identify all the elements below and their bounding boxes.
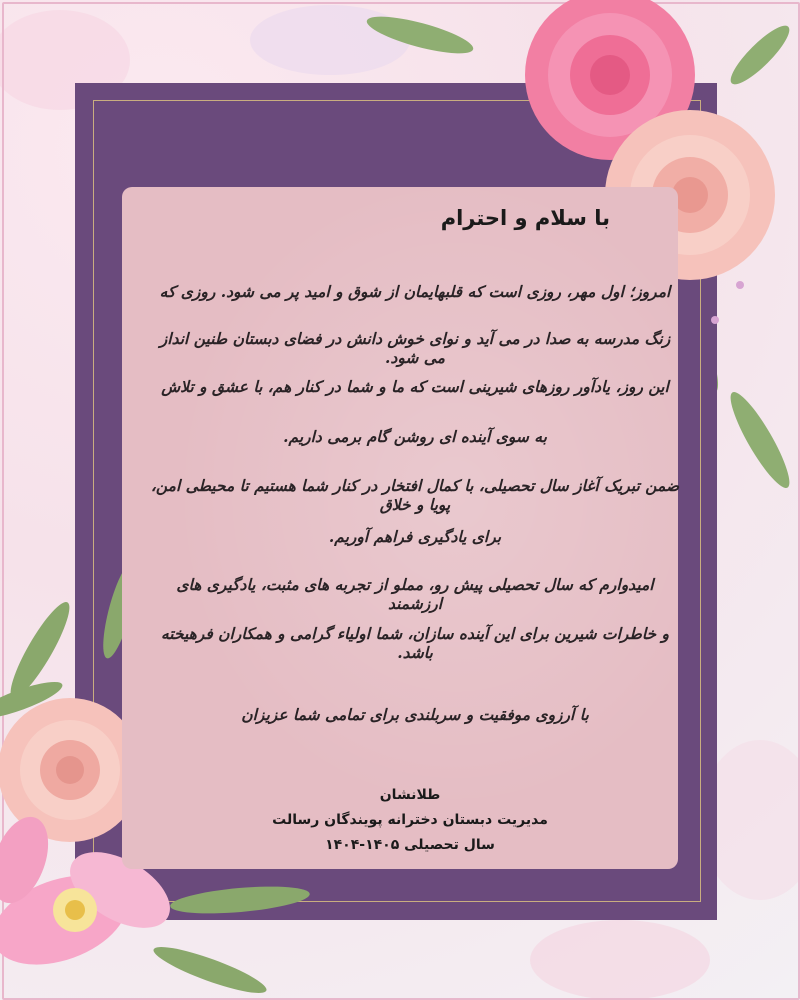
- message-line-2: زنگ مدرسه به صدا در می آید و نوای خوش دانش در فضای دبستان طنین انداز می شود.: [159, 329, 671, 367]
- message-line-6: برای یادگیری فراهم آوریم.: [328, 527, 502, 546]
- message-line-1: امروز؛ اول مهر، روزی است که قلبهایمان از شوق و امید پر می شود. روزی که: [159, 282, 671, 301]
- message-line-7: امیدوارم که سال تحصیلی پیش رو، مملو از تجربه های مثبت، یادگیری های ارزشمند: [176, 575, 654, 613]
- greeting-heading: با سلام و احترام: [440, 206, 610, 230]
- closing-wish: با آرزوی موفقیت و سربلندی برای تمامی شما عزیزان: [241, 705, 589, 724]
- message-line-8: و خاطرات شیرین برای این آینده سازان، شما اولیاء گرامی و همکاران فرهیخته باشد.: [160, 624, 670, 662]
- message-line-3: این روز، یادآور روزهای شیرینی است که ما و شما در کنار هم، با عشق و تلاش: [161, 377, 669, 396]
- signature-year: سال تحصیلی ۱۴۰۵-۱۴۰۴: [325, 837, 495, 853]
- message-line-4: به سوی آینده ای روشن گام برمی داریم.: [283, 427, 547, 446]
- message-line-5: ضمن تبریک آغاز سال تحصیلی، با کمال افتخار در کنار شما هستیم تا محیطی امن، پویا و خلاق: [150, 476, 680, 514]
- signature-closing: طلانشان: [379, 787, 441, 803]
- signature-organization: مدیریت دبستان دخترانه پویندگان رسالت: [272, 812, 548, 828]
